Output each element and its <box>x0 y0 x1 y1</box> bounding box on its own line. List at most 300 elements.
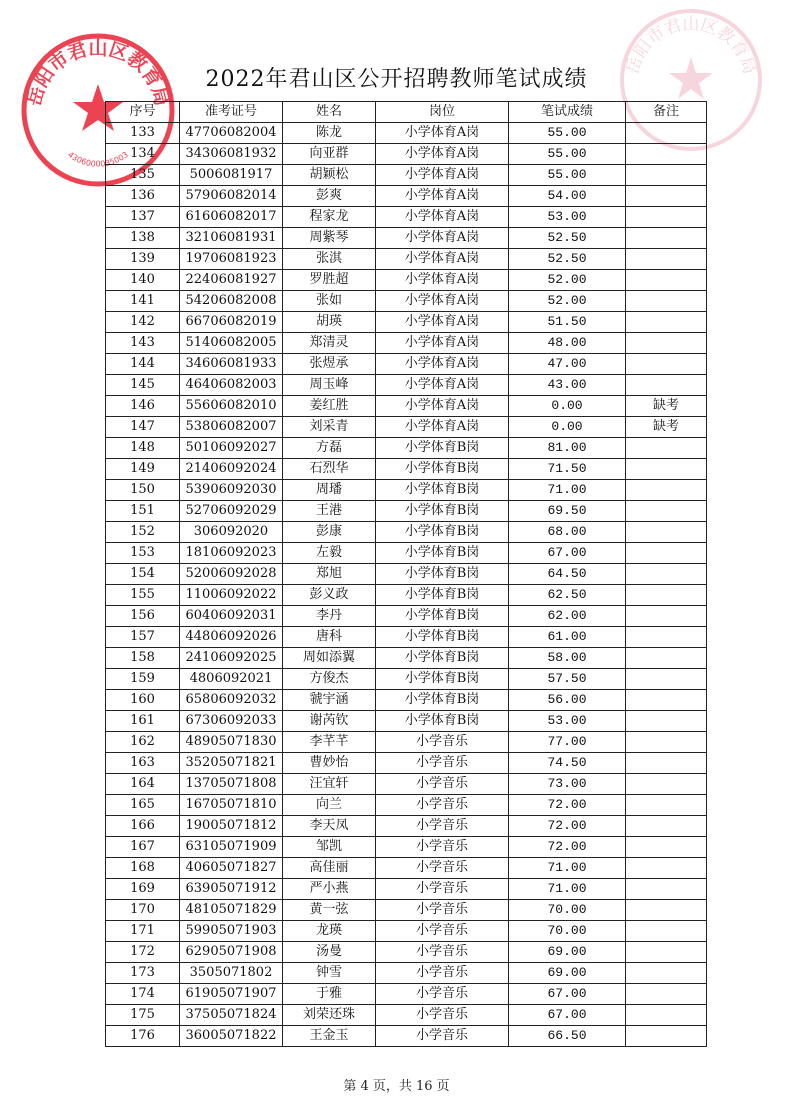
cell-seq: 163 <box>106 753 180 774</box>
cell-ticket-no: 22406081927 <box>180 270 283 291</box>
header-remark: 备注 <box>626 102 707 123</box>
cell-score: 51.50 <box>509 312 626 333</box>
cell-name: 周如添翼 <box>283 648 376 669</box>
cell-remark <box>626 270 707 291</box>
cell-name: 胡瑛 <box>283 312 376 333</box>
table-row <box>106 816 707 837</box>
table-row <box>106 1005 707 1026</box>
table-row <box>106 249 707 270</box>
cell-score: 52.50 <box>509 249 626 270</box>
cell-score: 72.00 <box>509 837 626 858</box>
cell-ticket-no: 32106081931 <box>180 228 283 249</box>
cell-position: 小学体育A岗 <box>376 396 509 417</box>
cell-name: 陈龙 <box>283 123 376 144</box>
cell-seq: 146 <box>106 396 180 417</box>
table-row <box>106 690 707 711</box>
cell-name: 于雅 <box>283 984 376 1005</box>
cell-ticket-no: 21406092024 <box>180 459 283 480</box>
cell-position: 小学体育A岗 <box>376 333 509 354</box>
cell-score: 54.00 <box>509 186 626 207</box>
table-row <box>106 753 707 774</box>
cell-position: 小学音乐 <box>376 984 509 1005</box>
cell-ticket-no: 61905071907 <box>180 984 283 1005</box>
table-row <box>106 858 707 879</box>
cell-name: 高佳丽 <box>283 858 376 879</box>
cell-seq: 161 <box>106 711 180 732</box>
table-row <box>106 921 707 942</box>
cell-ticket-no: 35205071821 <box>180 753 283 774</box>
cell-ticket-no: 62905071908 <box>180 942 283 963</box>
cell-score: 69.50 <box>509 501 626 522</box>
cell-score: 52.00 <box>509 291 626 312</box>
cell-remark <box>626 522 707 543</box>
cell-name: 李天凤 <box>283 816 376 837</box>
cell-remark <box>626 732 707 753</box>
table-row <box>106 900 707 921</box>
cell-name: 王港 <box>283 501 376 522</box>
cell-ticket-no: 18106092023 <box>180 543 283 564</box>
cell-ticket-no: 63105071909 <box>180 837 283 858</box>
cell-seq: 169 <box>106 879 180 900</box>
cell-ticket-no: 48905071830 <box>180 732 283 753</box>
table-row <box>106 123 707 144</box>
cell-position: 小学音乐 <box>376 837 509 858</box>
cell-seq: 140 <box>106 270 180 291</box>
cell-name: 彭康 <box>283 522 376 543</box>
cell-remark <box>626 795 707 816</box>
cell-remark <box>626 291 707 312</box>
table-row <box>106 942 707 963</box>
table-row <box>106 312 707 333</box>
cell-score: 69.00 <box>509 963 626 984</box>
cell-remark <box>626 354 707 375</box>
cell-name: 张煜承 <box>283 354 376 375</box>
cell-remark <box>626 585 707 606</box>
cell-score: 47.00 <box>509 354 626 375</box>
cell-score: 0.00 <box>509 417 626 438</box>
table-row <box>106 711 707 732</box>
header-ticket-no: 准考证号 <box>180 102 283 123</box>
cell-name: 钟雪 <box>283 963 376 984</box>
cell-score: 62.50 <box>509 585 626 606</box>
cell-remark <box>626 1026 707 1047</box>
cell-ticket-no: 3505071802 <box>180 963 283 984</box>
cell-score: 70.00 <box>509 900 626 921</box>
cell-name: 王金玉 <box>283 1026 376 1047</box>
cell-ticket-no: 48105071829 <box>180 900 283 921</box>
cell-position: 小学体育B岗 <box>376 669 509 690</box>
cell-seq: 155 <box>106 585 180 606</box>
cell-name: 李芊芊 <box>283 732 376 753</box>
cell-seq: 151 <box>106 501 180 522</box>
cell-ticket-no: 61606082017 <box>180 207 283 228</box>
cell-ticket-no: 55606082010 <box>180 396 283 417</box>
cell-remark <box>626 375 707 396</box>
cell-remark <box>626 984 707 1005</box>
cell-seq: 167 <box>106 837 180 858</box>
table-row <box>106 375 707 396</box>
cell-remark <box>626 606 707 627</box>
cell-seq: 159 <box>106 669 180 690</box>
cell-remark: 缺考 <box>626 417 707 438</box>
table-row <box>106 165 707 186</box>
cell-name: 汤曼 <box>283 942 376 963</box>
cell-position: 小学体育A岗 <box>376 354 509 375</box>
cell-score: 74.50 <box>509 753 626 774</box>
cell-position: 小学体育B岗 <box>376 585 509 606</box>
table-row <box>106 333 707 354</box>
cell-name: 周玉峰 <box>283 375 376 396</box>
cell-ticket-no: 53906092030 <box>180 480 283 501</box>
table-row <box>106 732 707 753</box>
cell-ticket-no: 306092020 <box>180 522 283 543</box>
cell-score: 48.00 <box>509 333 626 354</box>
cell-score: 77.00 <box>509 732 626 753</box>
cell-score: 58.00 <box>509 648 626 669</box>
cell-position: 小学音乐 <box>376 900 509 921</box>
cell-seq: 142 <box>106 312 180 333</box>
cell-seq: 165 <box>106 795 180 816</box>
cell-seq: 149 <box>106 459 180 480</box>
cell-position: 小学体育B岗 <box>376 648 509 669</box>
cell-remark <box>626 144 707 165</box>
cell-position: 小学音乐 <box>376 732 509 753</box>
cell-ticket-no: 57906082014 <box>180 186 283 207</box>
cell-score: 68.00 <box>509 522 626 543</box>
cell-position: 小学音乐 <box>376 753 509 774</box>
cell-score: 72.00 <box>509 795 626 816</box>
cell-seq: 164 <box>106 774 180 795</box>
cell-remark <box>626 963 707 984</box>
table-row <box>106 795 707 816</box>
table-row <box>106 984 707 1005</box>
cell-position: 小学体育A岗 <box>376 165 509 186</box>
cell-ticket-no: 24106092025 <box>180 648 283 669</box>
cell-position: 小学体育A岗 <box>376 270 509 291</box>
header-position: 岗位 <box>376 102 509 123</box>
cell-name: 彭爽 <box>283 186 376 207</box>
cell-remark <box>626 648 707 669</box>
cell-remark <box>626 753 707 774</box>
cell-remark <box>626 774 707 795</box>
cell-remark <box>626 501 707 522</box>
cell-name: 郑清灵 <box>283 333 376 354</box>
cell-remark <box>626 564 707 585</box>
cell-seq: 138 <box>106 228 180 249</box>
document-title: 2022年君山区公开招聘教师笔试成绩 <box>205 67 588 92</box>
table-row <box>106 270 707 291</box>
cell-score: 52.00 <box>509 270 626 291</box>
cell-remark <box>626 228 707 249</box>
cell-ticket-no: 37505071824 <box>180 1005 283 1026</box>
cell-remark <box>626 543 707 564</box>
cell-seq: 152 <box>106 522 180 543</box>
cell-seq: 141 <box>106 291 180 312</box>
table-row <box>106 207 707 228</box>
cell-seq: 147 <box>106 417 180 438</box>
scores-table <box>105 101 707 1047</box>
table-row <box>106 291 707 312</box>
cell-position: 小学体育B岗 <box>376 459 509 480</box>
cell-score: 70.00 <box>509 921 626 942</box>
cell-position: 小学体育A岗 <box>376 207 509 228</box>
header-seq: 序号 <box>106 102 180 123</box>
cell-name: 曹妙怡 <box>283 753 376 774</box>
cell-remark <box>626 816 707 837</box>
cell-score: 71.00 <box>509 480 626 501</box>
cell-score: 72.00 <box>509 816 626 837</box>
table-row <box>106 774 707 795</box>
cell-name: 胡颖松 <box>283 165 376 186</box>
table-row <box>106 1026 707 1047</box>
cell-position: 小学体育A岗 <box>376 417 509 438</box>
cell-ticket-no: 13705071808 <box>180 774 283 795</box>
table-row <box>106 354 707 375</box>
cell-score: 55.00 <box>509 123 626 144</box>
cell-name: 张如 <box>283 291 376 312</box>
cell-position: 小学体育B岗 <box>376 501 509 522</box>
cell-position: 小学体育A岗 <box>376 249 509 270</box>
cell-position: 小学体育B岗 <box>376 606 509 627</box>
cell-ticket-no: 4806092021 <box>180 669 283 690</box>
cell-seq: 137 <box>106 207 180 228</box>
cell-remark <box>626 438 707 459</box>
cell-remark <box>626 1005 707 1026</box>
header-name: 姓名 <box>283 102 376 123</box>
cell-ticket-no: 11006092022 <box>180 585 283 606</box>
table-row <box>106 963 707 984</box>
cell-seq: 133 <box>106 123 180 144</box>
cell-ticket-no: 54206082008 <box>180 291 283 312</box>
cell-name: 方俊杰 <box>283 669 376 690</box>
cell-seq: 168 <box>106 858 180 879</box>
cell-position: 小学音乐 <box>376 858 509 879</box>
cell-score: 71.50 <box>509 459 626 480</box>
cell-position: 小学体育A岗 <box>376 375 509 396</box>
cell-ticket-no: 50106092027 <box>180 438 283 459</box>
cell-remark <box>626 186 707 207</box>
cell-score: 66.50 <box>509 1026 626 1047</box>
table-row <box>106 144 707 165</box>
cell-name: 彭义政 <box>283 585 376 606</box>
table-row <box>106 627 707 648</box>
cell-name: 邹凯 <box>283 837 376 858</box>
table-row <box>106 417 707 438</box>
cell-seq: 139 <box>106 249 180 270</box>
table-row <box>106 543 707 564</box>
table-row <box>106 501 707 522</box>
cell-seq: 175 <box>106 1005 180 1026</box>
cell-position: 小学音乐 <box>376 816 509 837</box>
cell-score: 81.00 <box>509 438 626 459</box>
cell-ticket-no: 40605071827 <box>180 858 283 879</box>
cell-ticket-no: 44806092026 <box>180 627 283 648</box>
cell-position: 小学音乐 <box>376 1026 509 1047</box>
cell-seq: 173 <box>106 963 180 984</box>
cell-position: 小学体育B岗 <box>376 711 509 732</box>
cell-position: 小学音乐 <box>376 795 509 816</box>
cell-name: 唐科 <box>283 627 376 648</box>
cell-score: 64.50 <box>509 564 626 585</box>
table-row <box>106 837 707 858</box>
cell-position: 小学体育A岗 <box>376 144 509 165</box>
cell-name: 周紫琴 <box>283 228 376 249</box>
cell-ticket-no: 65806092032 <box>180 690 283 711</box>
cell-score: 71.00 <box>509 858 626 879</box>
cell-remark <box>626 921 707 942</box>
cell-name: 汪宜轩 <box>283 774 376 795</box>
table-row <box>106 186 707 207</box>
cell-position: 小学音乐 <box>376 1005 509 1026</box>
cell-seq: 174 <box>106 984 180 1005</box>
table-row <box>106 648 707 669</box>
cell-seq: 134 <box>106 144 180 165</box>
table-row <box>106 459 707 480</box>
cell-seq: 156 <box>106 606 180 627</box>
cell-name: 方磊 <box>283 438 376 459</box>
cell-seq: 162 <box>106 732 180 753</box>
cell-position: 小学体育B岗 <box>376 438 509 459</box>
cell-name: 罗胜超 <box>283 270 376 291</box>
cell-remark <box>626 207 707 228</box>
cell-score: 0.00 <box>509 396 626 417</box>
cell-position: 小学音乐 <box>376 942 509 963</box>
cell-ticket-no: 53806082007 <box>180 417 283 438</box>
cell-name: 程家龙 <box>283 207 376 228</box>
table-row <box>106 669 707 690</box>
cell-remark <box>626 333 707 354</box>
cell-name: 谢芮钦 <box>283 711 376 732</box>
cell-seq: 135 <box>106 165 180 186</box>
cell-remark <box>626 459 707 480</box>
cell-name: 刘荣还珠 <box>283 1005 376 1026</box>
cell-position: 小学体育B岗 <box>376 480 509 501</box>
cell-name: 龙瑛 <box>283 921 376 942</box>
cell-ticket-no: 67306092033 <box>180 711 283 732</box>
cell-score: 71.00 <box>509 879 626 900</box>
cell-position: 小学体育B岗 <box>376 543 509 564</box>
cell-remark <box>626 249 707 270</box>
cell-seq: 153 <box>106 543 180 564</box>
cell-score: 43.00 <box>509 375 626 396</box>
page-footer: 第 4 页，共 16 页 <box>343 1079 450 1094</box>
cell-ticket-no: 63905071912 <box>180 879 283 900</box>
header-score: 笔试成绩 <box>509 102 626 123</box>
cell-position: 小学音乐 <box>376 921 509 942</box>
cell-name: 石烈华 <box>283 459 376 480</box>
cell-position: 小学体育B岗 <box>376 627 509 648</box>
cell-seq: 171 <box>106 921 180 942</box>
table-row <box>106 396 707 417</box>
cell-seq: 170 <box>106 900 180 921</box>
cell-ticket-no: 16705071810 <box>180 795 283 816</box>
table-row <box>106 606 707 627</box>
cell-name: 向兰 <box>283 795 376 816</box>
cell-seq: 160 <box>106 690 180 711</box>
cell-seq: 158 <box>106 648 180 669</box>
cell-remark <box>626 900 707 921</box>
cell-remark <box>626 858 707 879</box>
cell-name: 向亚群 <box>283 144 376 165</box>
cell-score: 69.00 <box>509 942 626 963</box>
cell-position: 小学体育B岗 <box>376 522 509 543</box>
cell-name: 李丹 <box>283 606 376 627</box>
cell-seq: 157 <box>106 627 180 648</box>
cell-score: 53.00 <box>509 207 626 228</box>
cell-score: 61.00 <box>509 627 626 648</box>
cell-remark <box>626 711 707 732</box>
cell-score: 57.50 <box>509 669 626 690</box>
cell-name: 左毅 <box>283 543 376 564</box>
table-header-row <box>106 102 707 123</box>
cell-position: 小学体育A岗 <box>376 312 509 333</box>
cell-position: 小学体育A岗 <box>376 291 509 312</box>
cell-position: 小学音乐 <box>376 879 509 900</box>
cell-ticket-no: 36005071822 <box>180 1026 283 1047</box>
cell-ticket-no: 19005071812 <box>180 816 283 837</box>
cell-seq: 166 <box>106 816 180 837</box>
cell-name: 虢宇涵 <box>283 690 376 711</box>
cell-score: 53.00 <box>509 711 626 732</box>
table-row <box>106 879 707 900</box>
cell-name: 郑旭 <box>283 564 376 585</box>
table-row <box>106 438 707 459</box>
cell-name: 周璠 <box>283 480 376 501</box>
cell-ticket-no: 5006081917 <box>180 165 283 186</box>
cell-remark <box>626 165 707 186</box>
cell-ticket-no: 46406082003 <box>180 375 283 396</box>
cell-ticket-no: 19706081923 <box>180 249 283 270</box>
cell-position: 小学体育A岗 <box>376 186 509 207</box>
table-row <box>106 585 707 606</box>
cell-score: 62.00 <box>509 606 626 627</box>
cell-score: 56.00 <box>509 690 626 711</box>
cell-remark <box>626 123 707 144</box>
cell-score: 55.00 <box>509 144 626 165</box>
cell-remark <box>626 942 707 963</box>
cell-remark <box>626 627 707 648</box>
cell-ticket-no: 47706082004 <box>180 123 283 144</box>
cell-seq: 144 <box>106 354 180 375</box>
cell-name: 张淇 <box>283 249 376 270</box>
cell-position: 小学体育B岗 <box>376 564 509 585</box>
cell-ticket-no: 59905071903 <box>180 921 283 942</box>
table-row <box>106 564 707 585</box>
cell-ticket-no: 34306081932 <box>180 144 283 165</box>
cell-ticket-no: 34606081933 <box>180 354 283 375</box>
cell-seq: 172 <box>106 942 180 963</box>
table-row <box>106 228 707 249</box>
cell-seq: 136 <box>106 186 180 207</box>
cell-position: 小学体育B岗 <box>376 690 509 711</box>
cell-score: 67.00 <box>509 984 626 1005</box>
cell-remark <box>626 879 707 900</box>
cell-score: 67.00 <box>509 543 626 564</box>
svg-text:岳阳市君山区教育局: 岳阳市君山区教育局 <box>622 14 760 77</box>
cell-seq: 148 <box>106 438 180 459</box>
cell-position: 小学音乐 <box>376 963 509 984</box>
cell-score: 67.00 <box>509 1005 626 1026</box>
cell-ticket-no: 52006092028 <box>180 564 283 585</box>
cell-ticket-no: 52706092029 <box>180 501 283 522</box>
cell-remark: 缺考 <box>626 396 707 417</box>
svg-text:岳阳市君山区教育局: 岳阳市君山区教育局 <box>23 37 173 109</box>
cell-name: 姜红胜 <box>283 396 376 417</box>
cell-remark <box>626 690 707 711</box>
cell-position: 小学体育A岗 <box>376 228 509 249</box>
cell-seq: 150 <box>106 480 180 501</box>
cell-ticket-no: 60406092031 <box>180 606 283 627</box>
